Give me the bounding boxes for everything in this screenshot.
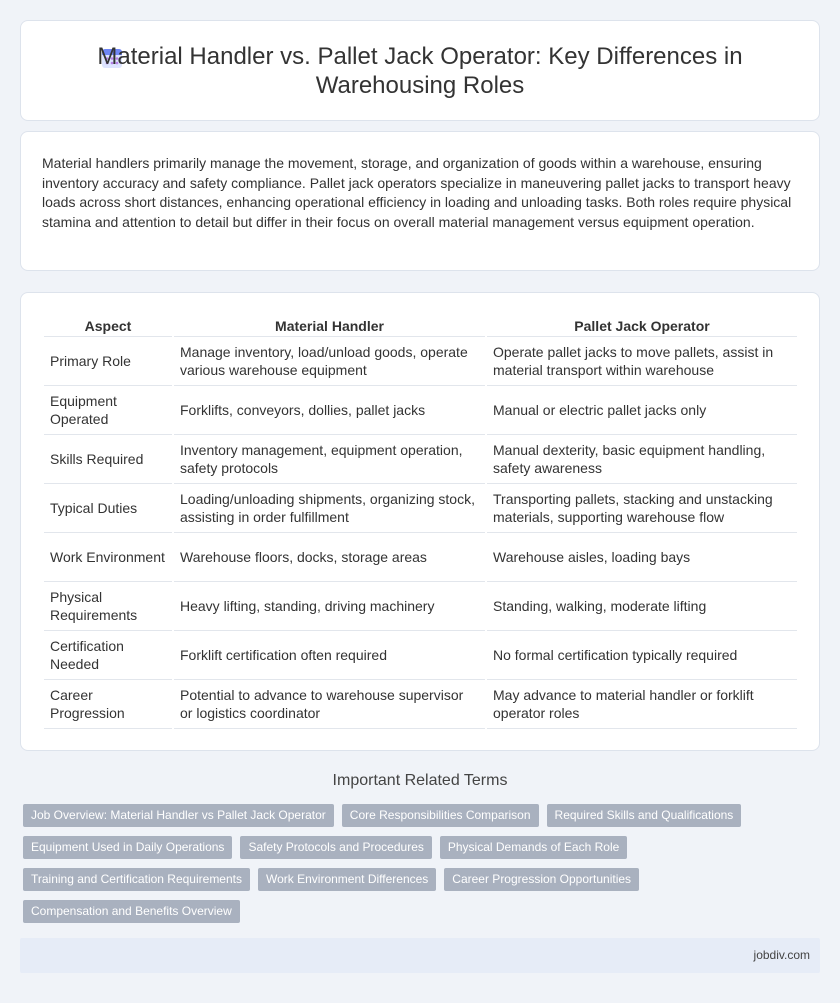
material-handler-cell: Forklift certification often required: [174, 631, 485, 680]
table-row: [44, 631, 797, 680]
table-header-row: [44, 313, 797, 337]
aspect-cell: Skills Required: [44, 435, 172, 484]
related-term-tag[interactable]: Physical Demands of Each Role: [440, 836, 627, 859]
pallet-jack-operator-cell: Warehouse aisles, loading bays: [487, 533, 797, 582]
footer: [20, 938, 820, 973]
page-title: Material Handler vs. Pallet Jack Operator: Key Differences in Warehousing Roles: [97, 42, 743, 99]
pallet-jack-operator-cell: Transporting pallets, stacking and unstacking materials, supporting warehouse flow: [487, 484, 797, 533]
related-term-tag[interactable]: Work Environment Differences: [258, 868, 436, 891]
comparison-table-card: [20, 292, 820, 751]
aspect-cell: Certification Needed: [44, 631, 172, 680]
column-header-aspect: Aspect: [44, 313, 172, 337]
table-row: [44, 680, 797, 729]
related-term-tag[interactable]: Compensation and Benefits Overview: [23, 900, 240, 923]
related-term-tag[interactable]: Job Overview: Material Handler vs Pallet Jack Operator: [23, 804, 334, 827]
related-term-tag[interactable]: Training and Certification Requirements: [23, 868, 250, 891]
header-card: [20, 20, 820, 121]
intro-card: [20, 131, 820, 271]
pallet-jack-operator-cell: Standing, walking, moderate lifting: [487, 582, 797, 631]
table-row: [44, 484, 797, 533]
material-handler-cell: Loading/unloading shipments, organizing stock, assisting in order fulfillment: [174, 484, 485, 533]
material-handler-cell: Forklifts, conveyors, dollies, pallet jacks: [174, 386, 485, 435]
aspect-cell: Career Progression: [44, 680, 172, 729]
material-handler-cell: Warehouse floors, docks, storage areas: [174, 533, 485, 582]
aspect-cell: Primary Role: [44, 337, 172, 386]
table-row: [44, 533, 797, 582]
material-handler-cell: Heavy lifting, standing, driving machinery: [174, 582, 485, 631]
pallet-jack-operator-cell: No formal certification typically required: [487, 631, 797, 680]
aspect-cell: Typical Duties: [44, 484, 172, 533]
pallet-jack-operator-cell: Manual dexterity, basic equipment handling, safety awareness: [487, 435, 797, 484]
aspect-cell: Equipment Operated: [44, 386, 172, 435]
related-terms-heading: Important Related Terms: [332, 772, 508, 789]
pallet-jack-operator-cell: May advance to material handler or forklift operator roles: [487, 680, 797, 729]
related-term-tag[interactable]: Safety Protocols and Procedures: [240, 836, 431, 859]
footer-site-link[interactable]: jobdiv.com: [753, 948, 810, 962]
column-header-pallet-jack-operator: Pallet Jack Operator: [487, 313, 797, 337]
aspect-cell: Work Environment: [44, 533, 172, 582]
table-row: [44, 435, 797, 484]
related-term-tag[interactable]: Equipment Used in Daily Operations: [23, 836, 232, 859]
pallet-jack-operator-cell: Operate pallet jacks to move pallets, assist in material transport within warehouse: [487, 337, 797, 386]
aspect-cell: Physical Requirements: [44, 582, 172, 631]
table-row: [44, 582, 797, 631]
material-handler-cell: Manage inventory, load/unload goods, operate various warehouse equipment: [174, 337, 485, 386]
table-row: [44, 386, 797, 435]
intro-paragraph: Material handlers primarily manage the movement, storage, and organization of goods within a warehouse, ensuring inventory accuracy and safety compliance. Pallet jack operators specialize in maneuvering pallet jacks to transport heavy loads across short distances, enhancing operational efficiency in loading and unloading tasks. Both roles require physical stamina and attention to detail but differ in their focus on overall material management versus equipment operation.: [42, 155, 792, 230]
related-term-tag[interactable]: Core Responsibilities Comparison: [342, 804, 539, 827]
related-terms-list: [23, 804, 823, 923]
related-term-tag[interactable]: Career Progression Opportunities: [444, 868, 639, 891]
pallet-jack-operator-cell: Manual or electric pallet jacks only: [487, 386, 797, 435]
material-handler-cell: Potential to advance to warehouse supervisor or logistics coordinator: [174, 680, 485, 729]
related-term-tag[interactable]: Required Skills and Qualifications: [547, 804, 742, 827]
column-header-material-handler: Material Handler: [174, 313, 485, 337]
table-row: [44, 337, 797, 386]
material-handler-cell: Inventory management, equipment operation, safety protocols: [174, 435, 485, 484]
comparison-table: [42, 313, 799, 729]
